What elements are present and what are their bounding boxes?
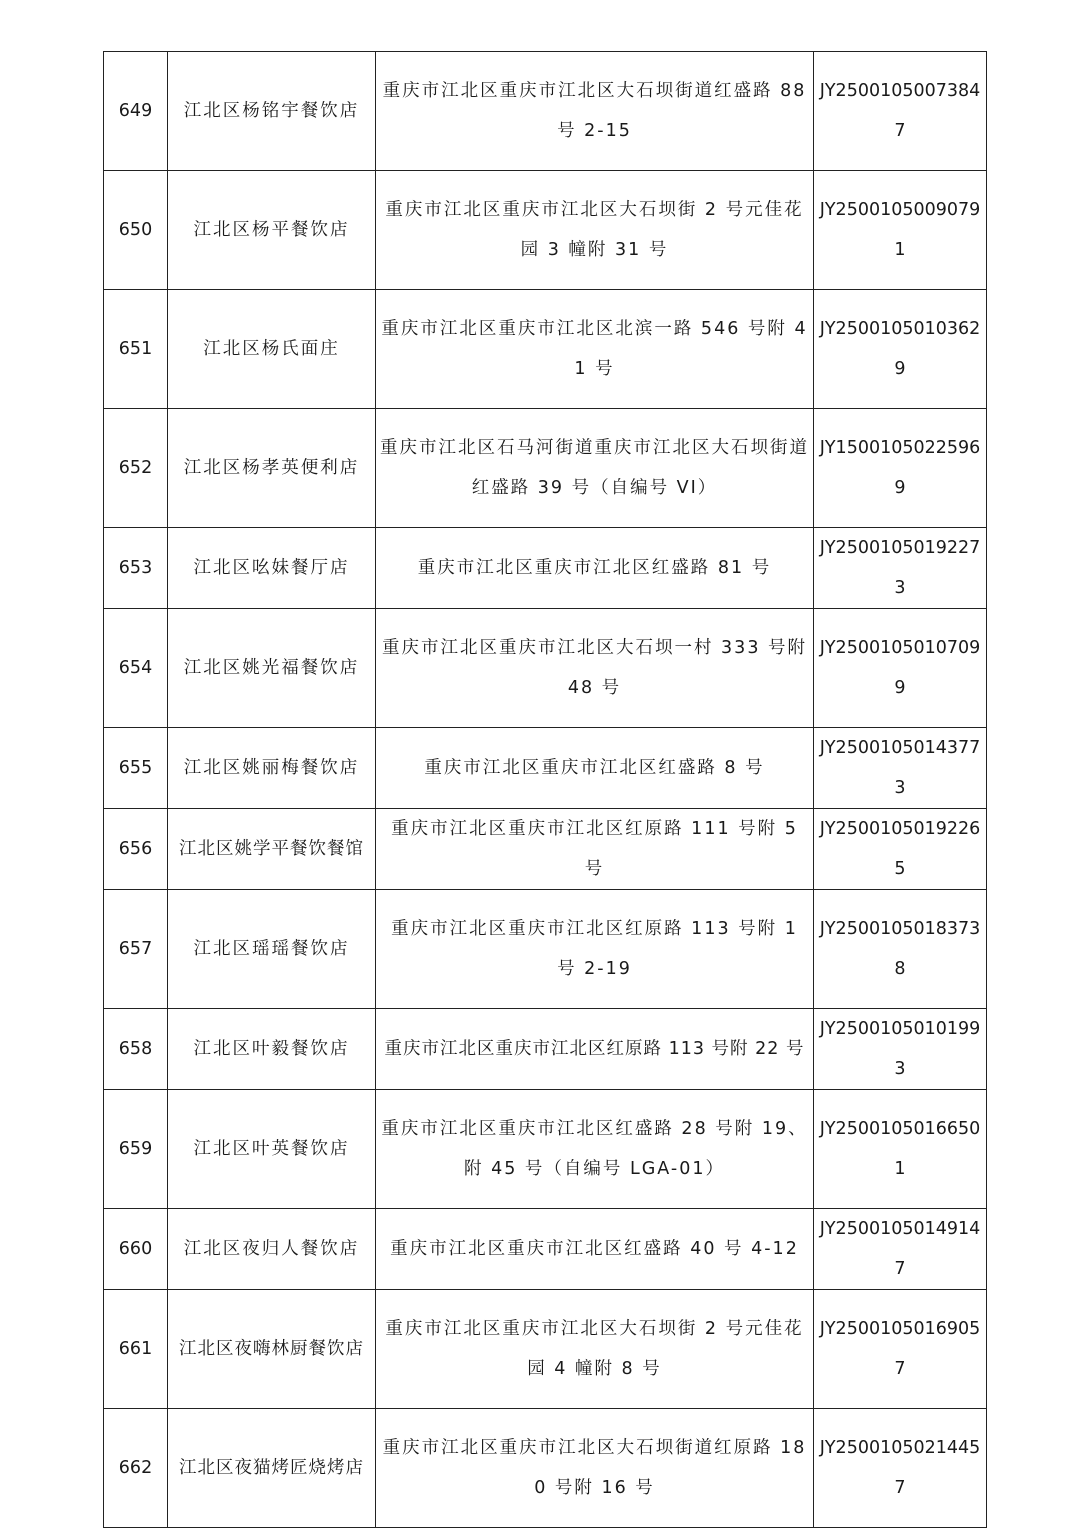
business-name: 江北区吆妹餐厅店: [168, 528, 376, 609]
license-number: JY25001050192265: [814, 809, 987, 890]
business-address: 重庆市江北区石马河街道重庆市江北区大石坝街道红盛路 39 号（自编号 VI）: [376, 409, 814, 528]
license-number: JY25001050149147: [814, 1209, 987, 1290]
table-row: [104, 1209, 987, 1290]
table-row: [104, 890, 987, 1009]
business-address: 重庆市江北区重庆市江北区红盛路 81 号: [376, 528, 814, 609]
row-number: 662: [104, 1409, 168, 1528]
business-license-table: [103, 51, 987, 1528]
license-number: JY25001050166501: [814, 1090, 987, 1209]
license-number: JY25001050192273: [814, 528, 987, 609]
table-row: [104, 809, 987, 890]
license-number: JY25001050103629: [814, 290, 987, 409]
business-address: 重庆市江北区重庆市江北区红盛路 8 号: [376, 728, 814, 809]
row-number: 651: [104, 290, 168, 409]
row-number: 660: [104, 1209, 168, 1290]
row-number: 653: [104, 528, 168, 609]
row-number: 654: [104, 609, 168, 728]
row-number: 658: [104, 1009, 168, 1090]
table-row: [104, 528, 987, 609]
business-name: 江北区叶毅餐饮店: [168, 1009, 376, 1090]
row-number: 659: [104, 1090, 168, 1209]
table-row: [104, 1290, 987, 1409]
business-address: 重庆市江北区重庆市江北区大石坝街道红盛路 88 号 2-15: [376, 52, 814, 171]
license-number: JY25001050183738: [814, 890, 987, 1009]
license-number: JY25001050107099: [814, 609, 987, 728]
business-address: 重庆市江北区重庆市江北区大石坝街 2 号元佳花园 4 幢附 8 号: [376, 1290, 814, 1409]
table-row: [104, 409, 987, 528]
license-number: JY15001050225969: [814, 409, 987, 528]
row-number: 656: [104, 809, 168, 890]
business-address: 重庆市江北区重庆市江北区大石坝街 2 号元佳花园 3 幢附 31 号: [376, 171, 814, 290]
business-name: 江北区杨孝英便利店: [168, 409, 376, 528]
business-address: 重庆市江北区重庆市江北区红原路 111 号附 5 号: [376, 809, 814, 890]
business-name: 江北区姚光福餐饮店: [168, 609, 376, 728]
business-name: 江北区杨铭宇餐饮店: [168, 52, 376, 171]
license-number: JY25001050143773: [814, 728, 987, 809]
row-number: 661: [104, 1290, 168, 1409]
row-number: 655: [104, 728, 168, 809]
business-address: 重庆市江北区重庆市江北区红盛路 28 号附 19、附 45 号（自编号 LGA-01）: [376, 1090, 814, 1209]
business-name: 江北区瑶瑶餐饮店: [168, 890, 376, 1009]
business-address: 重庆市江北区重庆市江北区红原路 113 号附 1 号 2-19: [376, 890, 814, 1009]
table-row: [104, 52, 987, 171]
business-name: 江北区夜猫烤匠烧烤店: [168, 1409, 376, 1528]
business-address: 重庆市江北区重庆市江北区红盛路 40 号 4-12: [376, 1209, 814, 1290]
license-number: JY25001050169057: [814, 1290, 987, 1409]
business-address: 重庆市江北区重庆市江北区北滨一路 546 号附 41 号: [376, 290, 814, 409]
table-row: [104, 290, 987, 409]
row-number: 652: [104, 409, 168, 528]
business-name: 江北区杨平餐饮店: [168, 171, 376, 290]
table-row: [104, 728, 987, 809]
license-number: JY25001050101993: [814, 1009, 987, 1090]
business-address: 重庆市江北区重庆市江北区大石坝街道红原路 180 号附 16 号: [376, 1409, 814, 1528]
table-row: [104, 171, 987, 290]
table-row: [104, 1009, 987, 1090]
business-name: 江北区夜嗨林厨餐饮店: [168, 1290, 376, 1409]
table-row: [104, 1409, 987, 1528]
license-number: JY25001050214457: [814, 1409, 987, 1528]
table-row: [104, 1090, 987, 1209]
business-name: 江北区姚丽梅餐饮店: [168, 728, 376, 809]
license-number: JY25001050073847: [814, 52, 987, 171]
row-number: 657: [104, 890, 168, 1009]
business-address: 重庆市江北区重庆市江北区大石坝一村 333 号附 48 号: [376, 609, 814, 728]
business-address: 重庆市江北区重庆市江北区红原路 113 号附 22 号: [376, 1009, 814, 1090]
row-number: 649: [104, 52, 168, 171]
table-row: [104, 609, 987, 728]
license-number: JY25001050090791: [814, 171, 987, 290]
row-number: 650: [104, 171, 168, 290]
business-name: 江北区杨氏面庄: [168, 290, 376, 409]
business-name: 江北区叶英餐饮店: [168, 1090, 376, 1209]
business-name: 江北区姚学平餐饮餐馆: [168, 809, 376, 890]
business-name: 江北区夜归人餐饮店: [168, 1209, 376, 1290]
